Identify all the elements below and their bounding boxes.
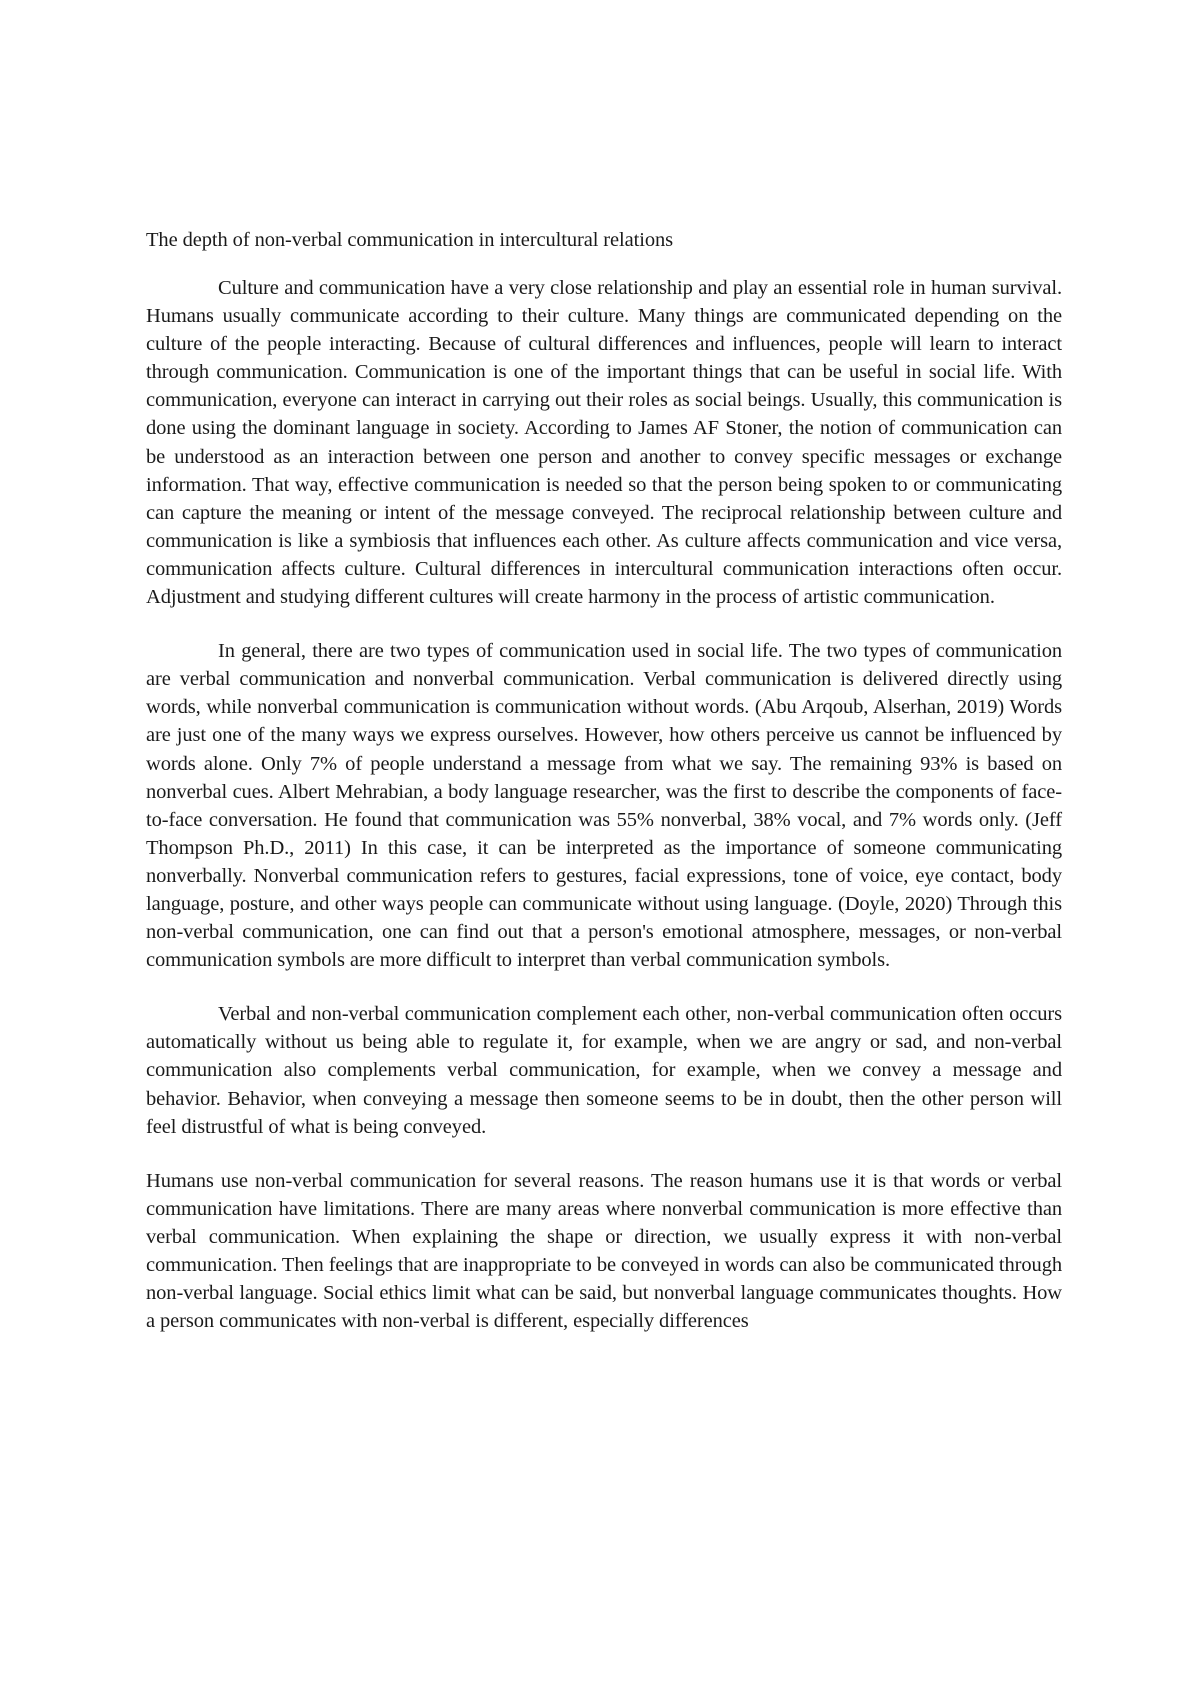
document-title: The depth of non-verbal communication in intercultural relations xyxy=(146,229,674,251)
document-body xyxy=(146,226,1062,1361)
paragraph-types-of-communication: In general, there are two types of communication used in social life. The two types of communication are verbal communication and nonverbal communication. Verbal communication is delivered directly using words, while nonverbal communication is communication without words. (Abu Arqoub, Alserhan, 2019) Words are just one of the many ways we express ourselves. However, how others perceive us cannot be influenced by words alone. Only 7% of people understand a message from what we say. The remaining 93% is based on nonverbal cues. Albert Mehrabian, a body language researcher, was the first to describe the components of face-to-face conversation. He found that communication was 55% nonverbal, 38% vocal, and 7% words only. (Jeff Thompson Ph.D., 2011) In this case, it can be interpreted as the importance of someone communicating nonverbally. Nonverbal communication refers to gestures, facial expressions, tone of voice, eye contact, body language, posture, and other ways people can communicate without using language. (Doyle, 2020) Through this non-verbal communication, one can find out that a person's emotional atmosphere, messages, or non-verbal communication symbols are more difficult to interpret than verbal communication symbols. xyxy=(146,640,1062,972)
paragraph-culture-and-communication: Culture and communication have a very close relationship and play an essential role in human survival. Humans usually communicate according to their culture. Many things are communicated depending on the culture of the people interacting. Because of cultural differences and influences, people will learn to interact through communication. Communication is one of the important things that can be useful in social life. With communication, everyone can interact in carrying out their roles as social beings. Usually, this communication is done using the dominant language in society. According to James AF Stoner, the notion of communication can be understood as an interaction between one person and another to convey specific messages or exchange information. That way, effective communication is needed so that the person being spoken to or communicating can capture the meaning or intent of the message conveyed. The reciprocal relationship between culture and communication is like a symbiosis that influences each other. As culture affects communication and vice versa, communication affects culture. Cultural differences in intercultural communication interactions often occur. Adjustment and studying different cultures will create harmony in the process of artistic communication. xyxy=(146,277,1062,609)
paragraph-reasons-for-nonverbal: Humans use non-verbal communication for several reasons. The reason humans use it is that words or verbal communication have limitations. There are many areas where nonverbal communication is more effective than verbal communication. When explaining the shape or direction, we usually express it with non-verbal communication. Then feelings that are inappropriate to be conveyed in words can also be communicated through non-verbal language. Social ethics limit what can be said, but nonverbal language communicates thoughts. How a person communicates with non-verbal is different, especially differences xyxy=(146,1169,1062,1333)
paragraph-verbal-nonverbal-complement: Verbal and non-verbal communication complement each other, non-verbal communication often occurs automatically without us being able to regulate it, for example, when we are angry or sad, and non-verbal communication also complements verbal communication, for example, when we convey a message and behavior. Behavior, when conveying a message then someone seems to be in doubt, then the other person will feel distrustful of what is being conveyed. xyxy=(146,1003,1062,1138)
